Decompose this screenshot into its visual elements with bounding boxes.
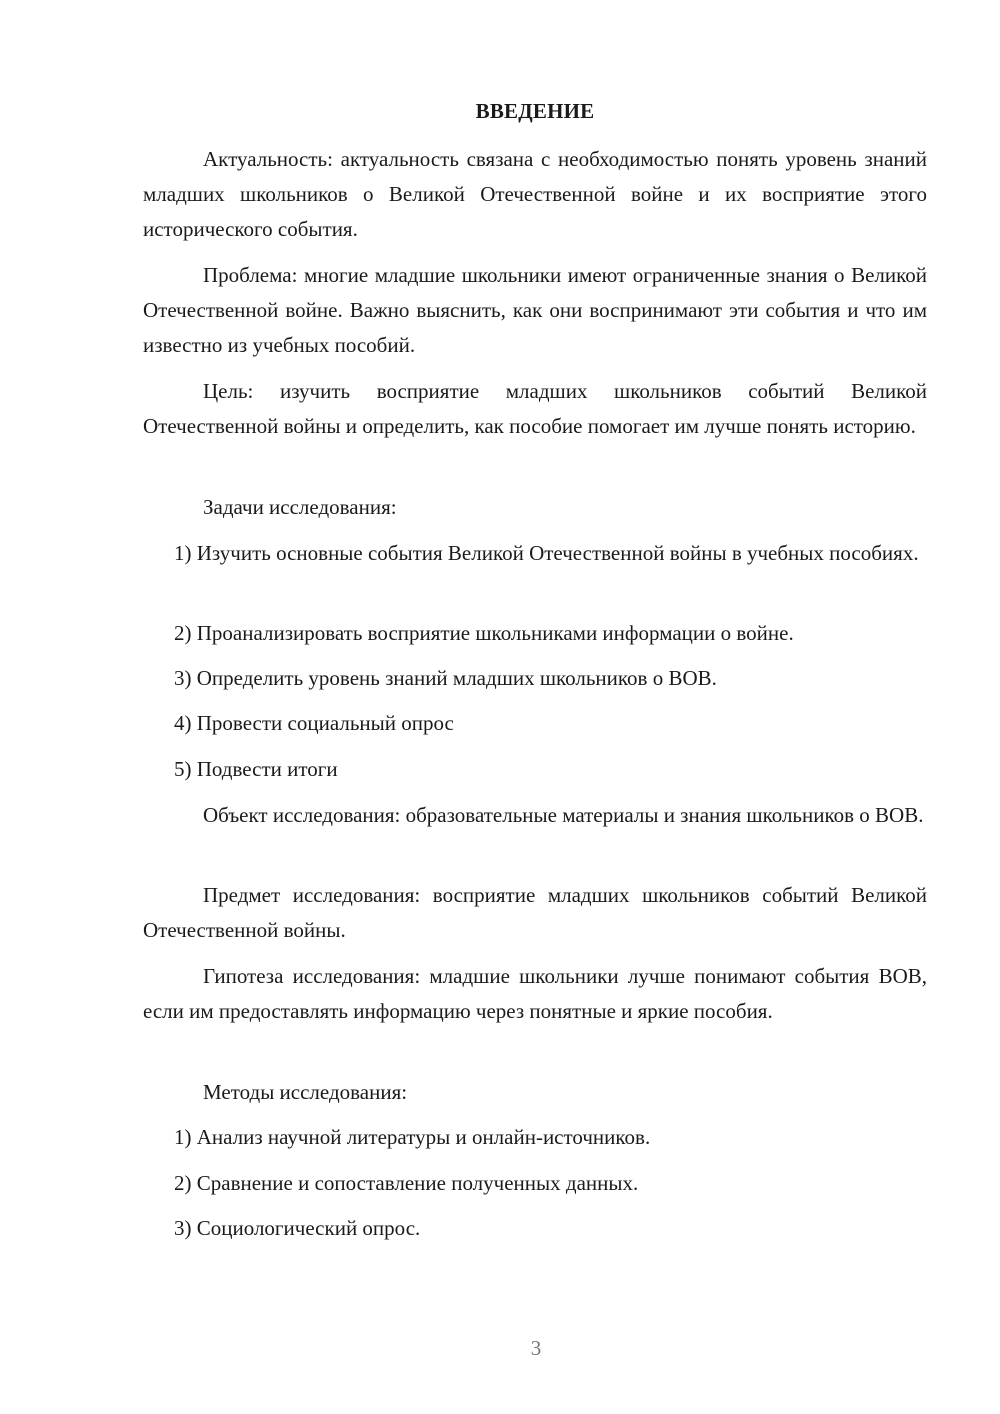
task-item: 1) Изучить основные события Великой Отечественной войны в учебных пособиях. [174,541,919,565]
method-item: 1) Анализ научной литературы и онлайн-источников. [174,1125,651,1149]
subject-paragraph: Предмет исследования: восприятие младших школьников событий Великой Отечественной войны. [143,883,927,942]
page-number: 3 [530,1336,542,1360]
task-item: 5) Подвести итоги [174,757,338,781]
task-item: 2) Проанализировать восприятие школьниками информации о войне. [174,621,794,645]
goal-paragraph: Цель: изучить восприятие младших школьников событий Великой Отечественной войны и определить, как пособие помогает им лучше понять историю. [143,379,927,438]
method-item: 2) Сравнение и сопоставление полученных данных. [174,1171,639,1195]
methods-heading: Методы исследования: [203,1080,408,1104]
problem-paragraph: Проблема: многие младшие школьники имеют ограниченные знания о Великой Отечественной войне. Важно выяснить, как они воспринимают эти события и что им известно из учебных пособий. [143,263,927,357]
method-item: 3) Социологический опрос. [174,1216,421,1240]
relevance-paragraph: Актуальность: актуальность связана с необходимостью понять уровень знаний младших школьников о Великой Отечественной войне и их восприятие этого исторического события. [143,147,927,241]
object-paragraph: Объект исследования: образовательные материалы и знания школьников о ВОВ. [203,803,924,827]
task-item: 4) Провести социальный опрос [174,711,454,735]
tasks-heading: Задачи исследования: [203,495,397,519]
hypothesis-paragraph: Гипотеза исследования: младшие школьники лучше понимают события ВОВ, если им предоставлять информацию через понятные и яркие пособия. [143,964,927,1023]
task-item: 3) Определить уровень знаний младших школьников о ВОВ. [174,666,717,690]
page-title: ВВЕДЕНИЕ [475,99,595,123]
